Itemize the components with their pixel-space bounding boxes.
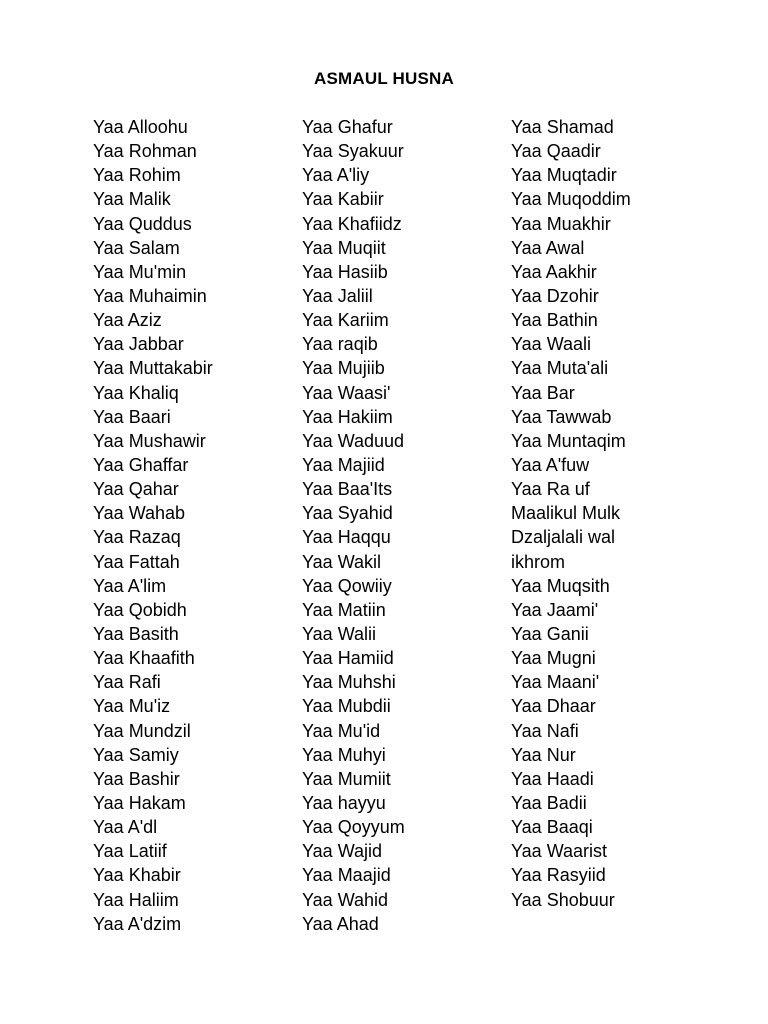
name-item: Yaa Razaq — [93, 527, 181, 548]
name-item: Yaa Latiif — [93, 841, 167, 862]
names-column-3 — [511, 115, 631, 912]
name-item: Yaa Ahad — [302, 913, 379, 934]
name-item: Yaa Badii — [511, 792, 587, 813]
name-item: Yaa Samiy — [93, 744, 179, 765]
name-item: Yaa Awal — [511, 237, 585, 258]
name-item: Yaa Malik — [93, 189, 171, 210]
name-item: Yaa Muakhir — [511, 213, 611, 234]
name-item: Yaa Jaami' — [511, 599, 599, 620]
name-item: Yaa Muqoddim — [511, 189, 631, 210]
name-item: ikhrom — [511, 551, 566, 572]
name-item: Yaa Matiin — [302, 599, 386, 620]
name-item: Yaa Muntaqim — [511, 430, 626, 451]
name-item: Yaa Maajid — [302, 865, 391, 886]
name-item: Yaa Majiid — [302, 454, 385, 475]
name-item: Yaa Waarist — [511, 841, 608, 862]
name-item: Yaa Waasi' — [302, 382, 391, 403]
name-item: Yaa Qobidh — [93, 599, 187, 620]
name-item: Yaa Alloohu — [93, 117, 188, 137]
name-item: Yaa Fattah — [93, 551, 180, 572]
name-item: Yaa Qahar — [93, 479, 179, 500]
name-item: Yaa Waduud — [302, 430, 405, 451]
name-item: Yaa Nur — [511, 744, 576, 765]
name-item: Yaa raqib — [302, 334, 378, 355]
name-item: Yaa Mu'min — [93, 261, 187, 282]
name-item: Yaa Muhyi — [302, 744, 386, 765]
name-item: Yaa A'liy — [302, 165, 370, 186]
name-item: Yaa Bathin — [511, 310, 598, 331]
name-item: Yaa Rohman — [93, 141, 197, 162]
name-item: Yaa Khabir — [93, 865, 181, 886]
name-item: Yaa Mujiib — [302, 358, 385, 379]
page-title: ASMAUL HUSNA — [314, 69, 454, 88]
name-item: Yaa Aakhir — [511, 261, 597, 282]
name-item: Yaa Hakiim — [302, 406, 393, 427]
name-item: Yaa Haqqu — [302, 527, 391, 548]
name-item: Yaa Ra uf — [511, 479, 590, 500]
name-item: Yaa Haadi — [511, 768, 594, 789]
name-item: Yaa Qowiiy — [302, 575, 392, 596]
name-item: Yaa Rafi — [93, 672, 161, 693]
name-item: Yaa Hakam — [93, 792, 186, 813]
name-item: Yaa Muqtadir — [511, 165, 617, 186]
name-item: Yaa Salam — [93, 237, 180, 258]
name-item: Yaa Shobuur — [511, 889, 615, 910]
names-column-1 — [93, 115, 213, 936]
name-item: Yaa Wahid — [302, 889, 389, 910]
name-item: Yaa Ghaffar — [93, 454, 189, 475]
name-item: Yaa Kariim — [302, 310, 389, 331]
name-item: Yaa Syahid — [302, 503, 393, 524]
name-item: Yaa A'fuw — [511, 454, 590, 475]
name-item: Yaa Hasiib — [302, 261, 388, 282]
name-item: Yaa Jabbar — [93, 334, 184, 355]
name-item: Yaa Mushawir — [93, 430, 206, 451]
names-column-2 — [302, 115, 405, 936]
name-item: Maalikul Mulk — [511, 503, 621, 524]
name-item: Yaa Baaqi — [511, 817, 593, 838]
name-item: Yaa A'lim — [93, 575, 167, 596]
name-item: Yaa Muttakabir — [93, 358, 213, 379]
name-item: Yaa Wakil — [302, 551, 382, 572]
name-item: Yaa Mu'id — [302, 720, 381, 741]
name-item: Yaa Qaadir — [511, 141, 601, 162]
name-item: Yaa Haliim — [93, 889, 179, 910]
name-item: Yaa Mubdii — [302, 696, 391, 717]
name-item: Yaa Wajid — [302, 841, 383, 862]
name-item: Yaa Khafiidz — [302, 213, 402, 234]
name-item: Yaa Aziz — [93, 310, 162, 331]
name-item: Dzaljalali wal — [511, 527, 616, 548]
name-item: Yaa Baari — [93, 406, 171, 427]
name-item: Yaa Hamiid — [302, 648, 394, 669]
name-item: Yaa Kabiir — [302, 189, 384, 210]
name-item: Yaa Mumiit — [302, 768, 391, 789]
name-item: Yaa Shamad — [511, 117, 614, 137]
name-item: Yaa Ghafur — [302, 117, 393, 137]
name-item: Yaa Mu'iz — [93, 696, 171, 717]
name-item: Yaa Syakuur — [302, 141, 404, 162]
name-item: Yaa Basith — [93, 623, 179, 644]
name-item: Yaa Ganii — [511, 623, 589, 644]
name-item: Yaa Jaliil — [302, 285, 373, 306]
name-item: Yaa Dhaar — [511, 696, 596, 717]
name-item: Yaa Qoyyum — [302, 817, 405, 838]
name-item: Yaa Quddus — [93, 213, 192, 234]
name-item: Yaa A'dl — [93, 817, 158, 838]
name-item: Yaa hayyu — [302, 792, 386, 813]
name-item: Yaa Bashir — [93, 768, 180, 789]
name-item: Yaa Rasyiid — [511, 865, 606, 886]
name-item: Yaa A'dzim — [93, 913, 182, 934]
name-item: Yaa Maani' — [511, 672, 600, 693]
name-item: Yaa Mundzil — [93, 720, 191, 741]
name-item: Yaa Bar — [511, 382, 575, 403]
name-item: Yaa Muhaimin — [93, 285, 207, 306]
name-item: Yaa Khaafith — [93, 648, 195, 669]
name-item: Yaa Khaliq — [93, 382, 179, 403]
name-item: Yaa Tawwab — [511, 406, 612, 427]
name-item: Yaa Nafi — [511, 720, 579, 741]
name-item: Yaa Walii — [302, 623, 377, 644]
name-item: Yaa Baa'Its — [302, 479, 393, 500]
name-item: Yaa Muta'ali — [511, 358, 609, 379]
name-item: Yaa Rohim — [93, 165, 181, 186]
name-item: Yaa Muqsith — [511, 575, 610, 596]
name-item: Yaa Waali — [511, 334, 592, 355]
name-item: Yaa Muqiit — [302, 237, 386, 258]
name-item: Yaa Mugni — [511, 648, 596, 669]
name-item: Yaa Muhshi — [302, 672, 396, 693]
name-item: Yaa Dzohir — [511, 285, 599, 306]
name-item: Yaa Wahab — [93, 503, 186, 524]
